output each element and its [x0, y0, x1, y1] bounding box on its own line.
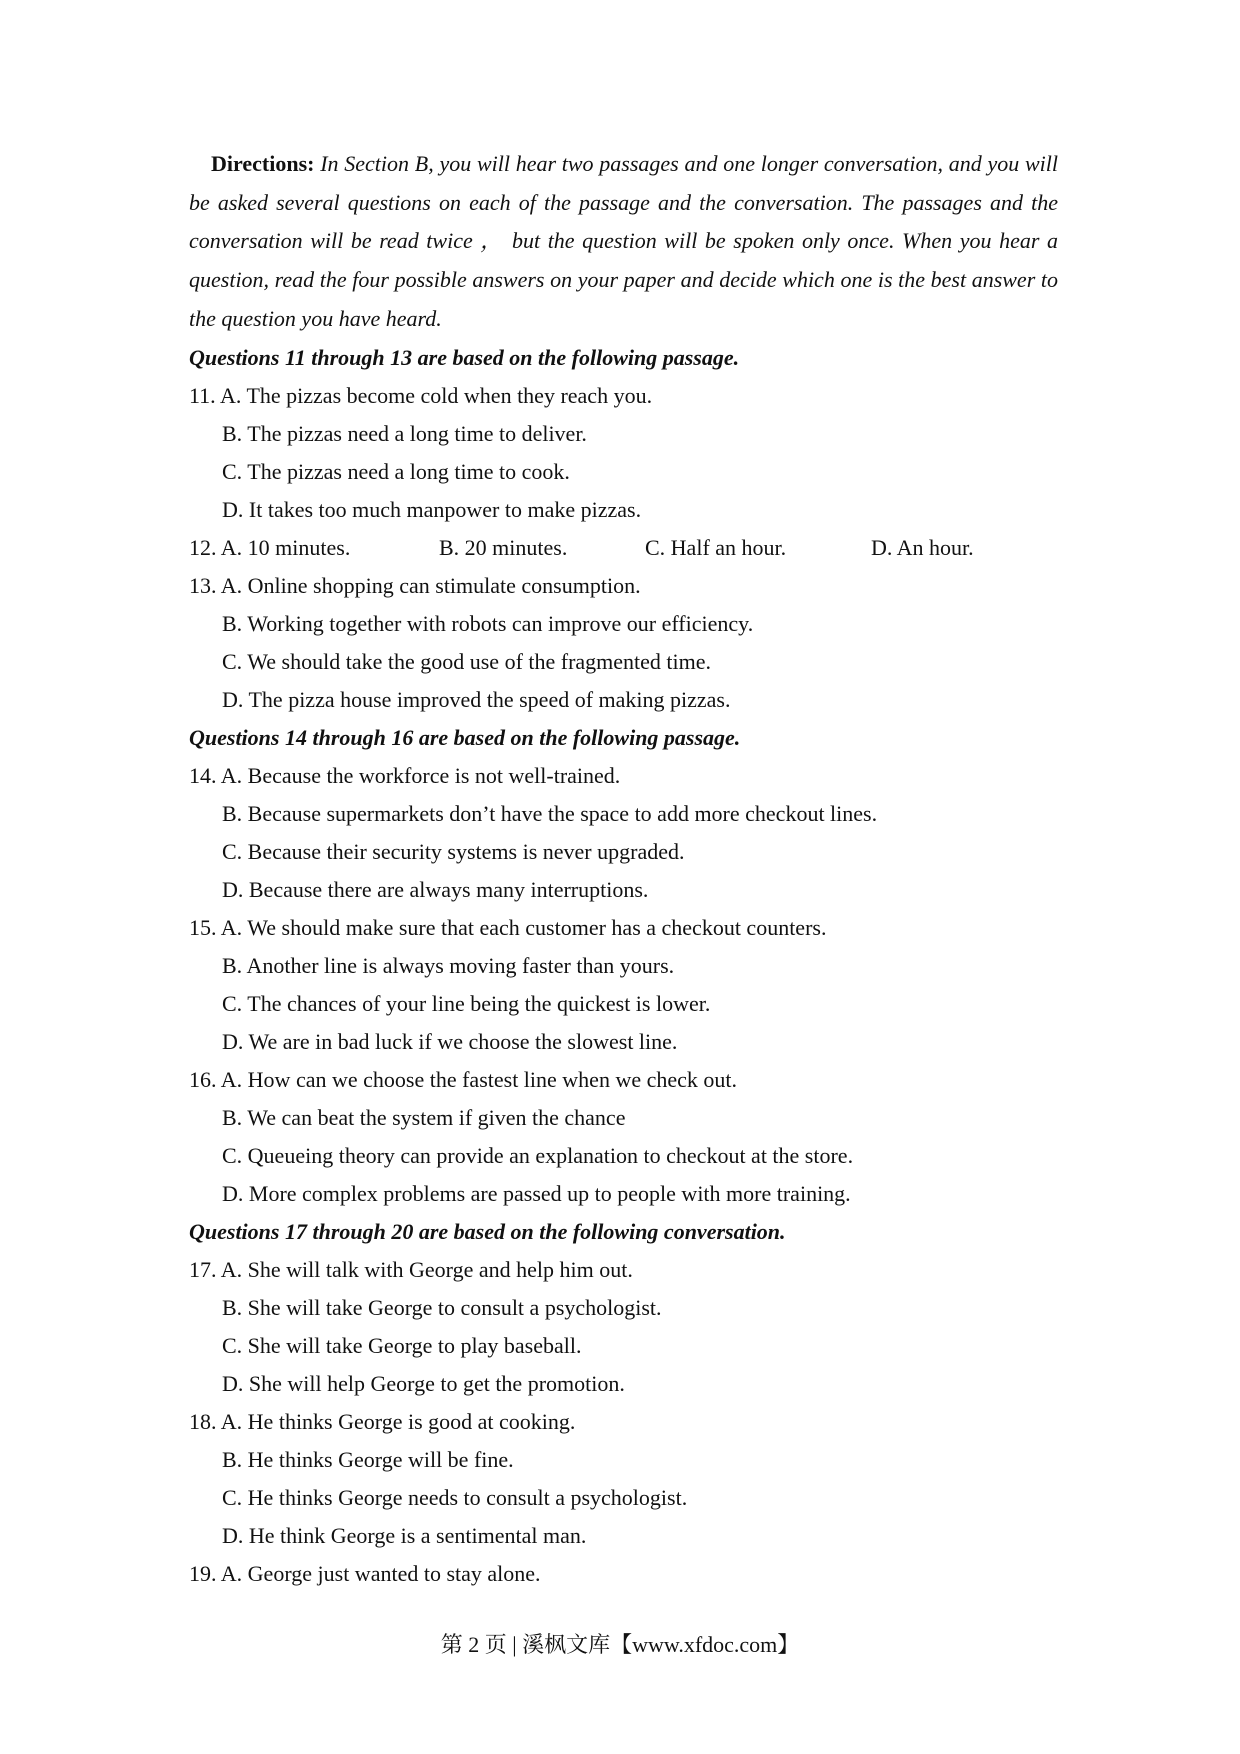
section-heading-11-13: Questions 11 through 13 are based on the following passage. — [189, 344, 740, 370]
section-heading-17-20: Questions 17 through 20 are based on the following conversation. — [189, 1218, 786, 1244]
exam-page-content — [189, 145, 1058, 1593]
page-footer: 第 2 页 | 溪枫文库【www.xfdoc.com】 — [440, 1632, 800, 1657]
question-17-option-a: 17. A. She will talk with George and help him out. — [189, 1256, 633, 1282]
question-14-option-d: D. Because there are always many interruptions. — [222, 876, 649, 902]
question-13-option-c: C. We should take the good use of the fragmented time. — [222, 648, 712, 674]
question-18-option-d: D. He think George is a sentimental man. — [222, 1522, 587, 1548]
question-11-option-b: B. The pizzas need a long time to deliver. — [222, 420, 587, 446]
question-11-option-d: D. It takes too much manpower to make pizzas. — [222, 496, 642, 522]
question-17-option-c: C. She will take George to play baseball. — [222, 1332, 582, 1358]
question-12-option-a: 12. A. 10 minutes. — [189, 534, 351, 560]
section-heading-14-16: Questions 14 through 16 are based on the following passage. — [189, 724, 741, 750]
question-19-option-a: 19. A. George just wanted to stay alone. — [189, 1560, 541, 1586]
question-11-option-c: C. The pizzas need a long time to cook. — [222, 458, 570, 484]
question-12-option-b: B. 20 minutes. — [439, 534, 568, 560]
question-17-option-b: B. She will take George to consult a psychologist. — [222, 1294, 662, 1320]
question-16-option-c: C. Queueing theory can provide an explanation to checkout at the store. — [222, 1142, 854, 1168]
question-15-option-a: 15. A. We should make sure that each customer has a checkout counters. — [189, 914, 827, 940]
question-15-option-c: C. The chances of your line being the quickest is lower. — [222, 990, 711, 1016]
question-18-option-a: 18. A. He thinks George is good at cooking. — [189, 1408, 576, 1434]
question-12-row — [189, 529, 1058, 567]
question-14-option-c: C. Because their security systems is never upgraded. — [222, 838, 685, 864]
question-16-option-a: 16. A. How can we choose the fastest line when we check out. — [189, 1066, 738, 1092]
question-15-option-b: B. Another line is always moving faster than yours. — [222, 952, 675, 978]
question-18-option-b: B. He thinks George will be fine. — [222, 1446, 514, 1472]
question-14-option-a: 14. A. Because the workforce is not well-trained. — [189, 762, 621, 788]
question-16-option-b: B. We can beat the system if given the chance — [222, 1104, 626, 1130]
question-17-option-d: D. She will help George to get the promotion. — [222, 1370, 625, 1396]
question-13-option-b: B. Working together with robots can improve our efficiency. — [222, 610, 754, 636]
question-13-option-d: D. The pizza house improved the speed of making pizzas. — [222, 686, 731, 712]
directions-paragraph — [189, 145, 1058, 339]
directions-label: Directions: — [211, 151, 315, 176]
question-11-option-a: 11. A. The pizzas become cold when they reach you. — [189, 382, 653, 408]
question-12-option-c: C. Half an hour. — [645, 534, 787, 560]
question-18-option-c: C. He thinks George needs to consult a psychologist. — [222, 1484, 688, 1510]
question-13-option-a: 13. A. Online shopping can stimulate consumption. — [189, 572, 641, 598]
question-12-option-d: D. An hour. — [871, 534, 974, 560]
question-15-option-d: D. We are in bad luck if we choose the slowest line. — [222, 1028, 678, 1054]
question-16-option-d: D. More complex problems are passed up to people with more training. — [222, 1180, 851, 1206]
directions-text: In Section B, you will hear two passages and one longer conversation, and you will be asked several questions on each of the passage and the conversation. The passages and the conversation will be read twice ， but the question will be spoken only once. When you hear a question, read the four possible answers on your paper and decide which one is the best answer to the question you have heard. — [189, 151, 1059, 331]
question-14-option-b: B. Because supermarkets don’t have the space to add more checkout lines. — [222, 800, 878, 826]
